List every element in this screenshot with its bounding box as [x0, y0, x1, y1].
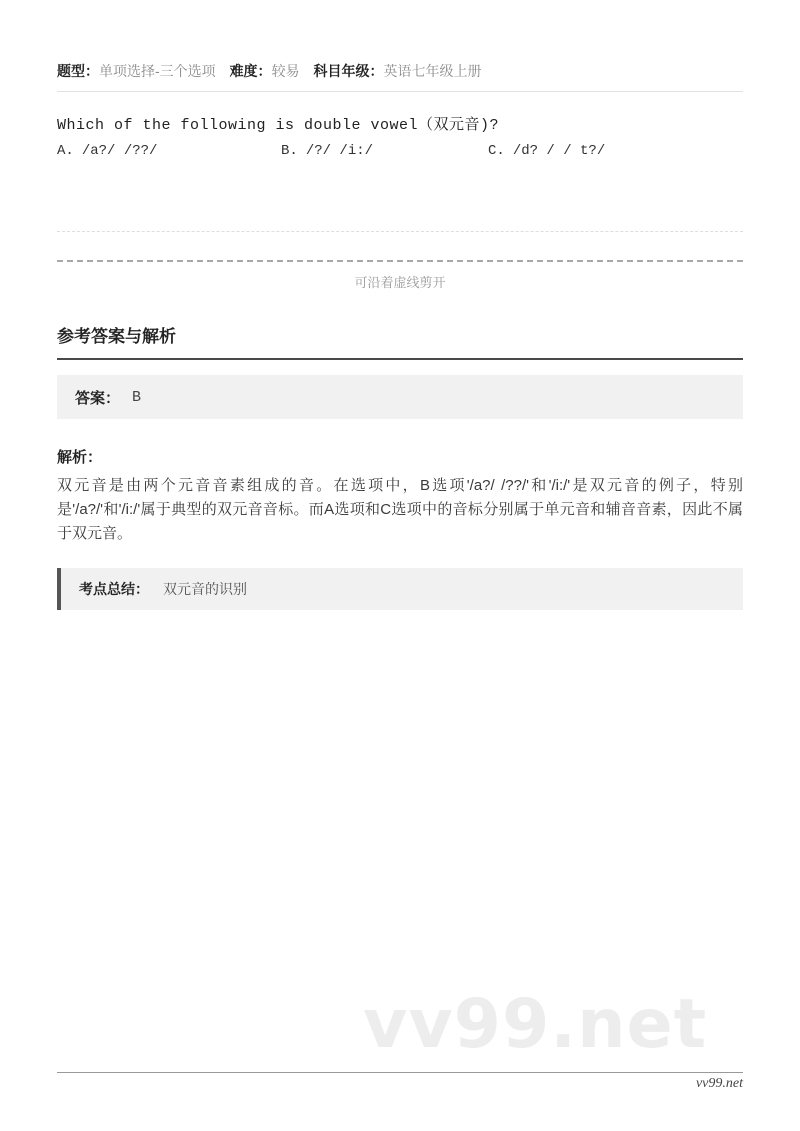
answer-label: 答案：: [75, 389, 121, 407]
question-meta: [57, 62, 743, 80]
keypoint-value: 双元音的识别: [163, 581, 247, 597]
meta-difficulty-value: 较易: [271, 63, 300, 79]
meta-question-type-value: 单项选择-三个选项: [99, 63, 216, 79]
option-b-label: B.: [281, 143, 298, 159]
answer-section-heading: 参考答案与解析: [57, 322, 743, 360]
question-text: Which of the following is double vowel（双元音)?: [57, 117, 500, 134]
meta-question-type: [57, 63, 216, 79]
footer-site-name: vv99.net: [695, 1076, 743, 1091]
keypoint-box: [57, 568, 743, 610]
analysis-label: 解析：: [57, 449, 103, 466]
keypoint-label: 考点总结：: [79, 581, 149, 597]
meta-difficulty-label: 难度：: [229, 63, 272, 79]
option-c-value: /d? / / t?/: [512, 143, 606, 159]
meta-subject-grade: [313, 63, 481, 79]
cut-line-light: [57, 231, 743, 232]
answer-value: B: [132, 388, 142, 406]
meta-question-type-label: 题型：: [57, 63, 99, 79]
page-footer: [57, 1072, 743, 1092]
cut-hint-text: 可沿着虚线剪开: [354, 275, 446, 290]
answer-box: [57, 375, 743, 419]
option-c-label: C.: [488, 143, 505, 159]
option-b: [281, 143, 488, 159]
meta-difficulty: [230, 63, 300, 79]
option-a-label: A.: [57, 143, 74, 159]
options-row: [57, 143, 743, 159]
meta-subject-grade-label: 科目年级：: [313, 63, 384, 79]
option-c: [488, 143, 743, 159]
meta-divider: [57, 91, 743, 92]
cut-line-dashed: [57, 260, 743, 262]
option-b-value: /?/ /i:/: [305, 143, 374, 159]
option-a-value: /a?/ /??/: [81, 143, 158, 159]
watermark-text: vv99.net: [363, 985, 708, 1064]
option-a: [57, 143, 281, 159]
meta-subject-grade-value: 英语七年级上册: [383, 63, 482, 79]
analysis-text: 双元音是由两个元音音素组成的音。在选项中，B选项'/a?/ /??/'和'/i:/'是双元音的例子，特别是'/a?/'和'/i:/'属于典型的双元音音标。而A选项和C选项中的音标分别属于单元音和辅音音素，因此不属于双元音。: [57, 477, 743, 542]
